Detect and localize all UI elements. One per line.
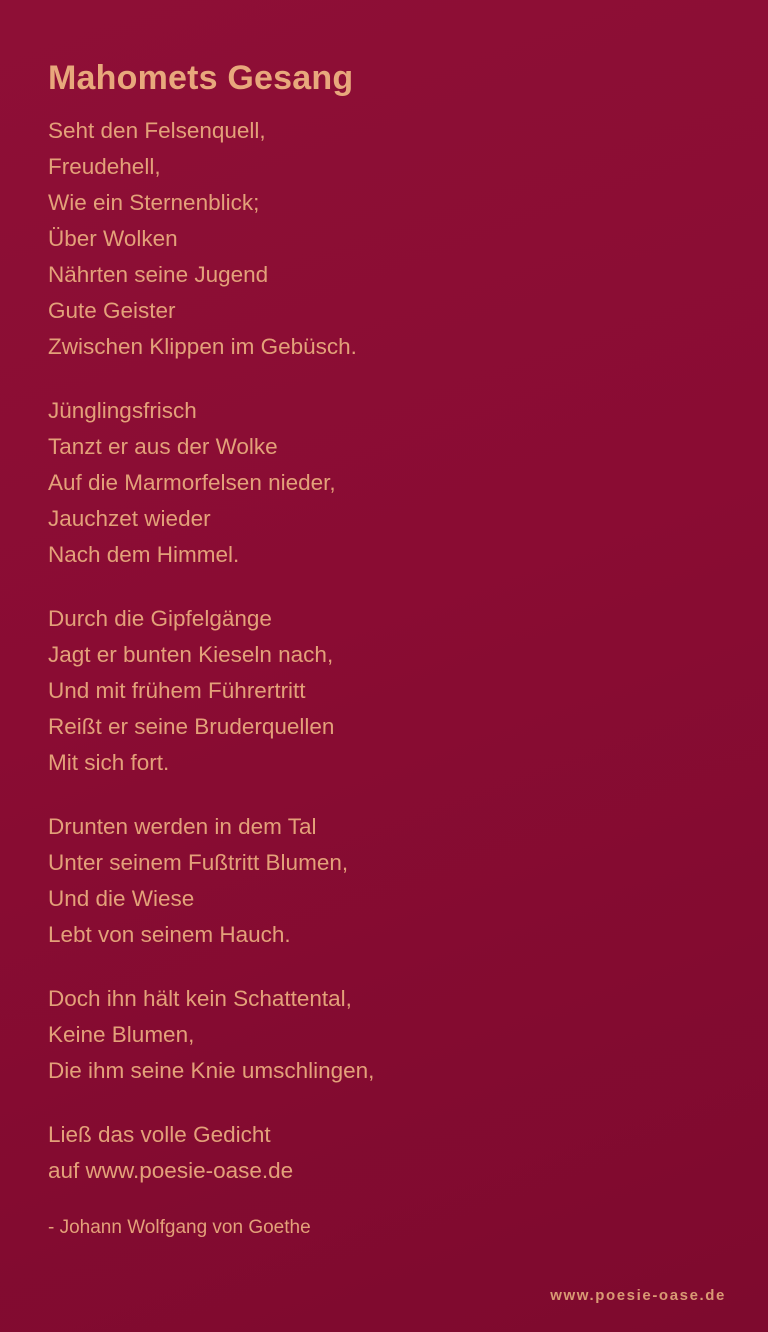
stanza: [48, 809, 720, 953]
stanza-call-to-action: [48, 1117, 720, 1189]
stanza: [48, 113, 720, 365]
poem-line: Reißt er seine Bruderquellen: [48, 713, 335, 739]
stanza: [48, 393, 720, 573]
poem-line: Zwischen Klippen im Gebüsch.: [48, 333, 357, 359]
poem-line: Die ihm seine Knie umschlingen,: [48, 1057, 375, 1083]
poem-line: Und die Wiese: [48, 885, 195, 911]
poem-line: Keine Blumen,: [48, 1021, 195, 1047]
poem-line: Tanzt er aus der Wolke: [48, 433, 278, 459]
poem-line: Durch die Gipfelgänge: [48, 605, 272, 631]
poem-line: Unter seinem Fußtritt Blumen,: [48, 849, 349, 875]
poem-line: Ließ das volle Gedicht: [48, 1121, 271, 1147]
poem-line: Gute Geister: [48, 297, 176, 323]
poem-line: Jünglingsfrisch: [48, 397, 197, 423]
poem-line: Jagt er bunten Kieseln nach,: [48, 641, 334, 667]
poem-line: Mit sich fort.: [48, 749, 170, 775]
stanza: [48, 601, 720, 781]
poem-line: Lebt von seinem Hauch.: [48, 921, 291, 947]
poem-line: Freudehell,: [48, 153, 161, 179]
poem-line: Und mit frühem Führertritt: [48, 677, 306, 703]
poem-line: Seht den Felsenquell,: [48, 117, 266, 143]
poem-line: Doch ihn hält kein Schattental,: [48, 985, 352, 1011]
poem-line-link[interactable]: auf www.poesie-oase.de: [48, 1157, 294, 1183]
poem-line: Jauchzet wieder: [48, 505, 211, 531]
poem-line: Über Wolken: [48, 225, 178, 251]
poem-line: Nach dem Himmel.: [48, 541, 240, 567]
poem-line: Drunten werden in dem Tal: [48, 813, 317, 839]
site-watermark: www.poesie-oase.de: [550, 1287, 726, 1304]
poem-line: Auf die Marmorfelsen nieder,: [48, 469, 336, 495]
poem-line: Wie ein Sternenblick;: [48, 189, 260, 215]
poem-author: - Johann Wolfgang von Goethe: [48, 1216, 311, 1238]
poem-body: [48, 113, 720, 1189]
page-title: Mahomets Gesang: [48, 59, 354, 97]
poem-line: Nährten seine Jugend: [48, 261, 269, 287]
stanza: [48, 981, 720, 1089]
